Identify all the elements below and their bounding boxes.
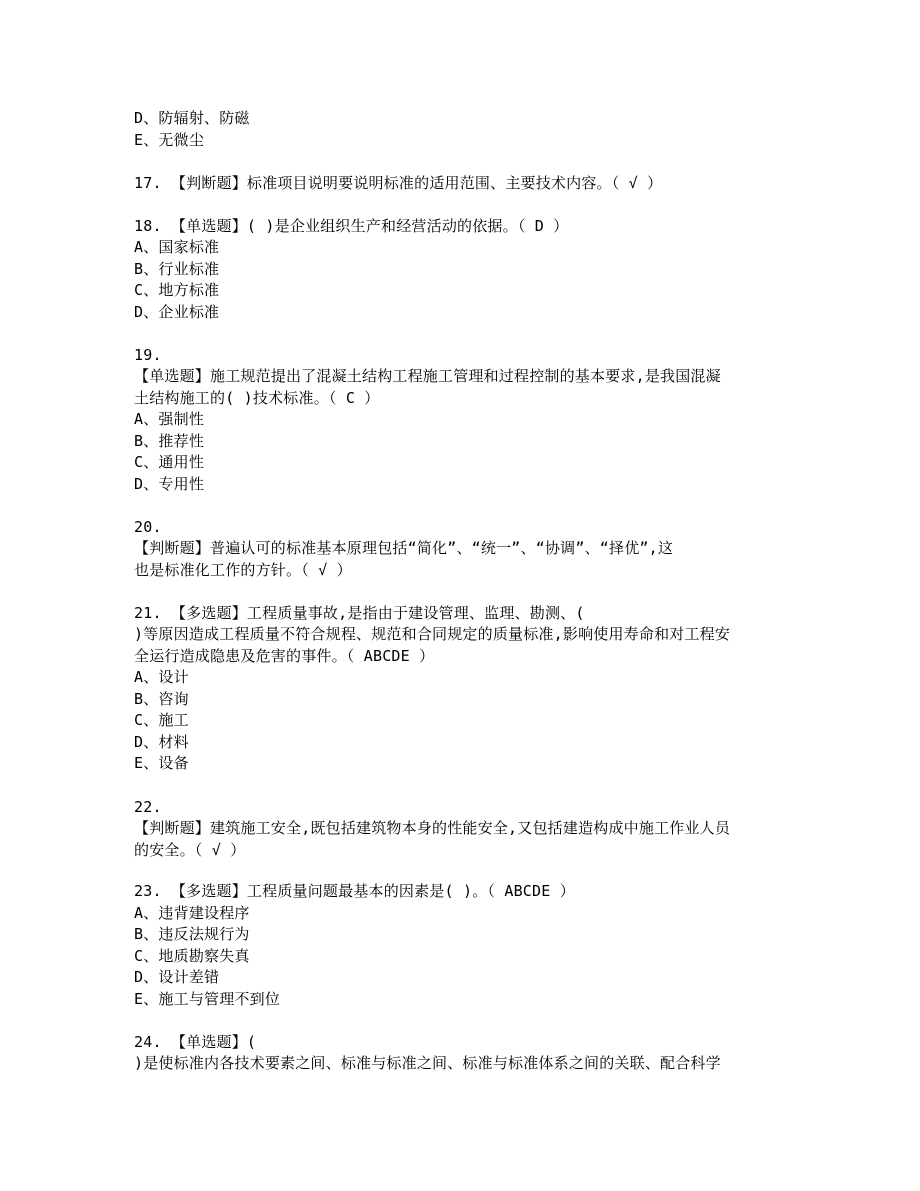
option-line: B、咨询 xyxy=(134,690,189,708)
question-19-text: 土结构施工的( )技术标准。（ C ） xyxy=(134,389,380,407)
question-20-text: 【判断题】普遍认可的标准基本原理包括“简化”、“统一”、“协调”、“择优”,这 xyxy=(134,539,674,557)
option-line: E、设备 xyxy=(134,754,189,772)
option-line: C、通用性 xyxy=(134,453,205,471)
option-line: D、设计差错 xyxy=(134,968,220,986)
question-18: 18. 【单选题】( )是企业组织生产和经营活动的依据。（ D ） xyxy=(134,217,569,235)
option-line: C、地方标准 xyxy=(134,281,220,299)
question-21-text: 全运行造成隐患及危害的事件。（ ABCDE ） xyxy=(134,647,435,665)
question-19-number: 19. xyxy=(134,346,162,364)
question-23: 23. 【多选题】工程质量问题最基本的因素是( )。（ ABCDE ） xyxy=(134,882,575,900)
option-line: E、无微尘 xyxy=(134,131,205,149)
question-22-number: 22. xyxy=(134,798,162,816)
option-line: C、施工 xyxy=(134,711,189,729)
option-line: A、强制性 xyxy=(134,410,205,428)
question-24-text: )是使标准内各技术要素之间、标准与标准之间、标准与标准体系之间的关联、配合科学 xyxy=(134,1054,721,1072)
option-line: B、行业标准 xyxy=(134,260,220,278)
question-24-text: 24. 【单选题】( xyxy=(134,1033,257,1051)
question-19-text: 【单选题】施工规范提出了混凝土结构工程施工管理和过程控制的基本要求,是我国混凝 xyxy=(134,367,721,385)
option-line: D、材料 xyxy=(134,733,189,751)
option-line: D、防辐射、防磁 xyxy=(134,109,250,127)
question-20-number: 20. xyxy=(134,518,162,536)
question-22-text: 的安全。（ √ ） xyxy=(134,841,246,859)
option-line: A、国家标准 xyxy=(134,238,220,256)
option-line: D、专用性 xyxy=(134,475,205,493)
question-20-text: 也是标准化工作的方针。（ √ ） xyxy=(134,561,352,579)
question-21-text: )等原因造成工程质量不符合规程、规范和合同规定的质量标准,影响使用寿命和对工程安 xyxy=(134,625,731,643)
question-21-text: 21. 【多选题】工程质量事故,是指由于建设管理、监理、勘测、( xyxy=(134,604,585,622)
option-line: E、施工与管理不到位 xyxy=(134,990,281,1008)
question-22-text: 【判断题】建筑施工安全,既包括建筑物本身的性能安全,又包括建造构成中施工作业人员 xyxy=(134,819,731,837)
option-line: B、推荐性 xyxy=(134,432,205,450)
option-line: B、违反法规行为 xyxy=(134,925,250,943)
question-17: 17. 【判断题】标准项目说明要说明标准的适用范围、主要技术内容。（ √ ） xyxy=(134,174,663,192)
option-line: A、设计 xyxy=(134,668,189,686)
option-line: A、违背建设程序 xyxy=(134,904,250,922)
option-line: C、地质勘察失真 xyxy=(134,947,250,965)
option-line: D、企业标准 xyxy=(134,303,220,321)
